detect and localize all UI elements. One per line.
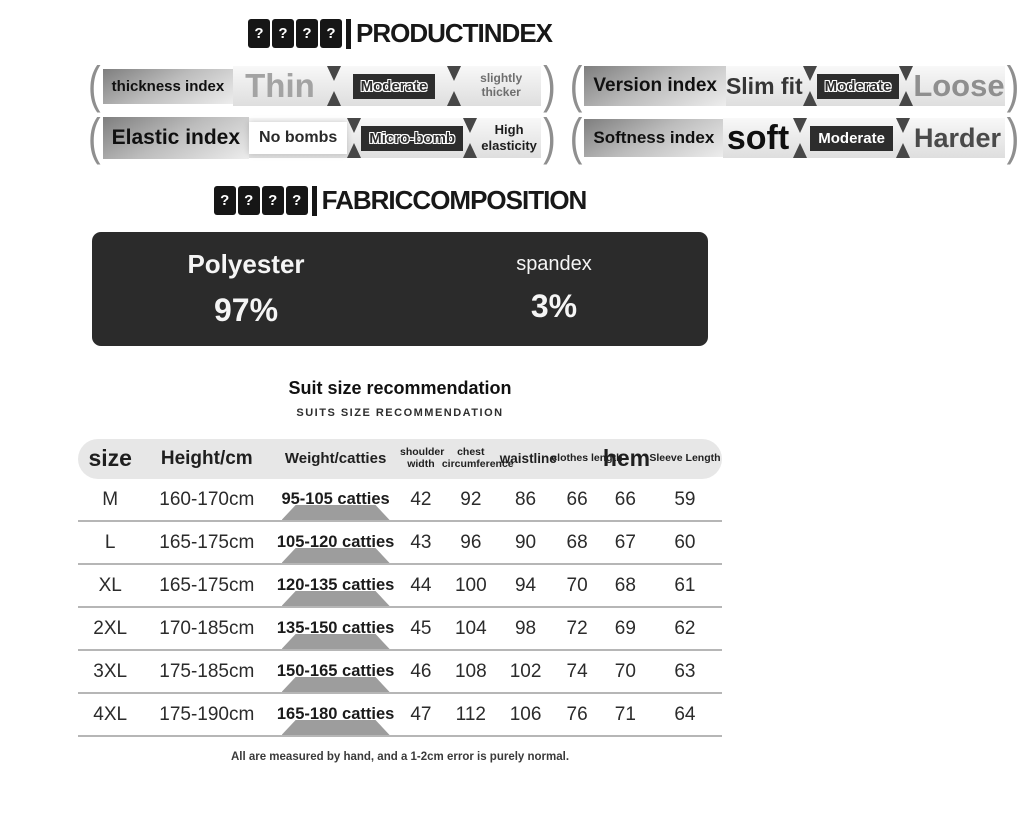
cell-sleeve: 61: [674, 574, 696, 596]
thickness-scale-label: thickness index: [103, 69, 234, 104]
product-index-title: PRODUCTINDEX: [355, 18, 552, 48]
elastic-scale-ribbon: [249, 118, 541, 158]
column-header-size: size: [88, 445, 132, 472]
index-scales: [86, 57, 1020, 167]
cell-size: L: [104, 531, 116, 553]
missing-glyph-icon: ?: [320, 19, 342, 48]
softness-option-moderate: Moderate: [810, 126, 893, 151]
cell-height: 175-190cm: [159, 703, 255, 725]
softness-scale: [568, 109, 1021, 167]
missing-glyph-boxes: [214, 186, 308, 215]
cell-hem: 71: [614, 703, 636, 725]
column-header-shoulder: shoulder width: [399, 446, 445, 470]
ribbon-fold-icon: [347, 118, 361, 158]
missing-glyph-icon: ?: [262, 186, 284, 215]
cell-length: 68: [566, 531, 588, 553]
cell-chest: 92: [460, 488, 482, 510]
cell-chest: 100: [454, 574, 487, 596]
cell-size: 3XL: [93, 660, 128, 682]
softness-option-soft: soft: [726, 118, 790, 157]
table-row: [78, 694, 722, 737]
column-header-chest: chest circumference: [441, 446, 514, 470]
right-paren-decoration: ): [543, 109, 556, 167]
cell-chest: 96: [460, 531, 482, 553]
fabric-percent: 97%: [213, 292, 279, 328]
missing-glyph-icon: ?: [214, 186, 236, 215]
cell-weight: 165-180 catties: [271, 705, 400, 724]
right-paren-decoration: ): [543, 57, 556, 115]
cell-hem: 69: [614, 617, 636, 639]
softness-option-harder: Harder: [914, 122, 1002, 153]
cell-height: 160-170cm: [159, 488, 255, 510]
missing-glyph-icon: ?: [272, 19, 294, 48]
cell-height: 175-185cm: [159, 660, 255, 682]
elastic-scale: [86, 109, 558, 167]
column-header-clothes-length: clothes length: [551, 452, 623, 465]
ribbon-fold-icon: [447, 66, 461, 106]
cell-chest: 112: [455, 703, 486, 725]
left-paren-decoration: (: [88, 57, 101, 115]
header-divider-bar: [312, 186, 317, 216]
column-header-hem: hem: [602, 445, 651, 472]
cell-shoulder: 46: [410, 660, 432, 682]
right-paren-decoration: ): [1006, 57, 1020, 115]
ribbon-fold-icon: [463, 118, 477, 158]
cell-height: 170-185cm: [159, 617, 255, 639]
cell-shoulder: 43: [410, 531, 432, 553]
fabric-component-polyester: [92, 232, 400, 346]
thickness-option-thicker: slightly thicker: [480, 71, 523, 99]
cell-chest: 104: [454, 617, 487, 639]
fabric-name: Polyester: [187, 249, 305, 279]
size-section-subtitle: SUITS SIZE RECOMMENDATION: [296, 407, 504, 419]
cell-size: XL: [98, 574, 122, 596]
column-header-waistline: waistline: [499, 450, 557, 466]
ribbon-fold-icon: [793, 118, 807, 158]
cell-weight: 135-150 catties: [271, 619, 400, 638]
cell-height: 165-175cm: [159, 531, 255, 553]
cell-waist: 90: [514, 531, 537, 553]
elastic-option-nobombs: No bombs: [249, 122, 347, 154]
table-header-row: [78, 439, 722, 479]
thickness-option-thin: Thin: [245, 67, 315, 104]
elastic-option-microbomb: Micro-bomb: [361, 126, 463, 151]
cell-length: 72: [566, 617, 588, 639]
ribbon-fold-icon: [803, 66, 817, 106]
cell-shoulder: 47: [410, 703, 432, 725]
cell-waist: 106: [509, 703, 542, 725]
cell-sleeve: 63: [674, 660, 696, 682]
cell-waist: 102: [509, 660, 542, 682]
cell-hem: 67: [614, 531, 636, 553]
cell-length: 76: [566, 703, 588, 725]
thickness-scale-ribbon: [233, 66, 541, 106]
ribbon-fold-icon: [327, 66, 341, 106]
product-index-header: [0, 18, 800, 49]
cell-size: 4XL: [93, 703, 128, 725]
cell-length: 66: [566, 488, 588, 510]
table-row: [78, 565, 722, 608]
thickness-option-moderate: Moderate: [353, 74, 436, 99]
fabric-component-spandex: [400, 232, 708, 346]
ribbon-fold-icon: [899, 66, 913, 106]
size-table: [78, 439, 722, 737]
cell-shoulder: 44: [410, 574, 432, 596]
missing-glyph-icon: ?: [296, 19, 318, 48]
left-paren-decoration: (: [88, 109, 101, 167]
fabric-composition-title: FABRICCOMPOSITION: [321, 185, 587, 215]
version-option-slimfit: Slim fit: [725, 72, 803, 99]
thickness-scale: [86, 57, 558, 115]
elastic-scale-label: Elastic index: [103, 117, 249, 159]
fabric-name: spandex: [516, 253, 592, 275]
cell-hem: 66: [614, 488, 636, 510]
softness-scale-label: Softness index: [584, 119, 723, 157]
missing-glyph-icon: ?: [238, 186, 260, 215]
column-header-height: Height/cm: [160, 447, 253, 469]
softness-scale-ribbon: [723, 118, 1004, 158]
cell-sleeve: 60: [674, 531, 696, 553]
table-row: [78, 651, 722, 694]
cell-waist: 98: [514, 617, 537, 639]
cell-sleeve: 64: [674, 703, 696, 725]
ribbon-fold-icon: [896, 118, 910, 158]
fabric-percent: 3%: [530, 288, 578, 324]
cell-waist: 94: [514, 574, 537, 596]
cell-shoulder: 42: [410, 488, 432, 510]
cell-length: 74: [566, 660, 588, 682]
cell-weight: 120-135 catties: [271, 576, 400, 595]
cell-length: 70: [566, 574, 588, 596]
cell-weight: 105-120 catties: [271, 533, 400, 552]
cell-weight: 95-105 catties: [271, 490, 400, 509]
left-paren-decoration: (: [569, 109, 583, 167]
cell-size: 2XL: [93, 617, 128, 639]
column-header-weight: Weight/catties: [284, 449, 387, 467]
cell-sleeve: 62: [674, 617, 696, 639]
missing-glyph-boxes: [248, 19, 342, 48]
fabric-composition-header: [0, 185, 800, 216]
cell-weight: 150-165 catties: [271, 662, 400, 681]
cell-height: 165-175cm: [159, 574, 255, 596]
missing-glyph-icon: ?: [248, 19, 270, 48]
version-scale-ribbon: [726, 66, 1005, 106]
header-divider-bar: [346, 19, 351, 49]
elastic-option-high: High elasticity: [481, 122, 537, 153]
column-header-sleeve: Sleeve Length: [649, 452, 721, 465]
right-paren-decoration: ): [1006, 109, 1020, 167]
table-row: [78, 608, 722, 651]
table-row: [78, 522, 722, 565]
size-section-title: Suit size recommendation: [288, 378, 512, 398]
version-option-moderate: Moderate: [817, 74, 900, 99]
cell-waist: 86: [514, 488, 537, 510]
version-scale: [568, 57, 1021, 115]
missing-glyph-icon: ?: [286, 186, 308, 215]
cell-size: M: [102, 488, 119, 510]
fabric-composition-box: [92, 232, 708, 346]
version-scale-label: Version index: [584, 66, 726, 106]
table-row: [78, 479, 722, 522]
measurement-disclaimer: All are measured by hand, and a 1-2cm error is purely normal.: [230, 751, 570, 763]
cell-shoulder: 45: [410, 617, 432, 639]
cell-hem: 68: [614, 574, 636, 596]
cell-hem: 70: [614, 660, 636, 682]
cell-sleeve: 59: [674, 488, 696, 510]
version-option-loose: Loose: [913, 68, 1005, 103]
left-paren-decoration: (: [569, 57, 583, 115]
cell-chest: 108: [454, 660, 487, 682]
